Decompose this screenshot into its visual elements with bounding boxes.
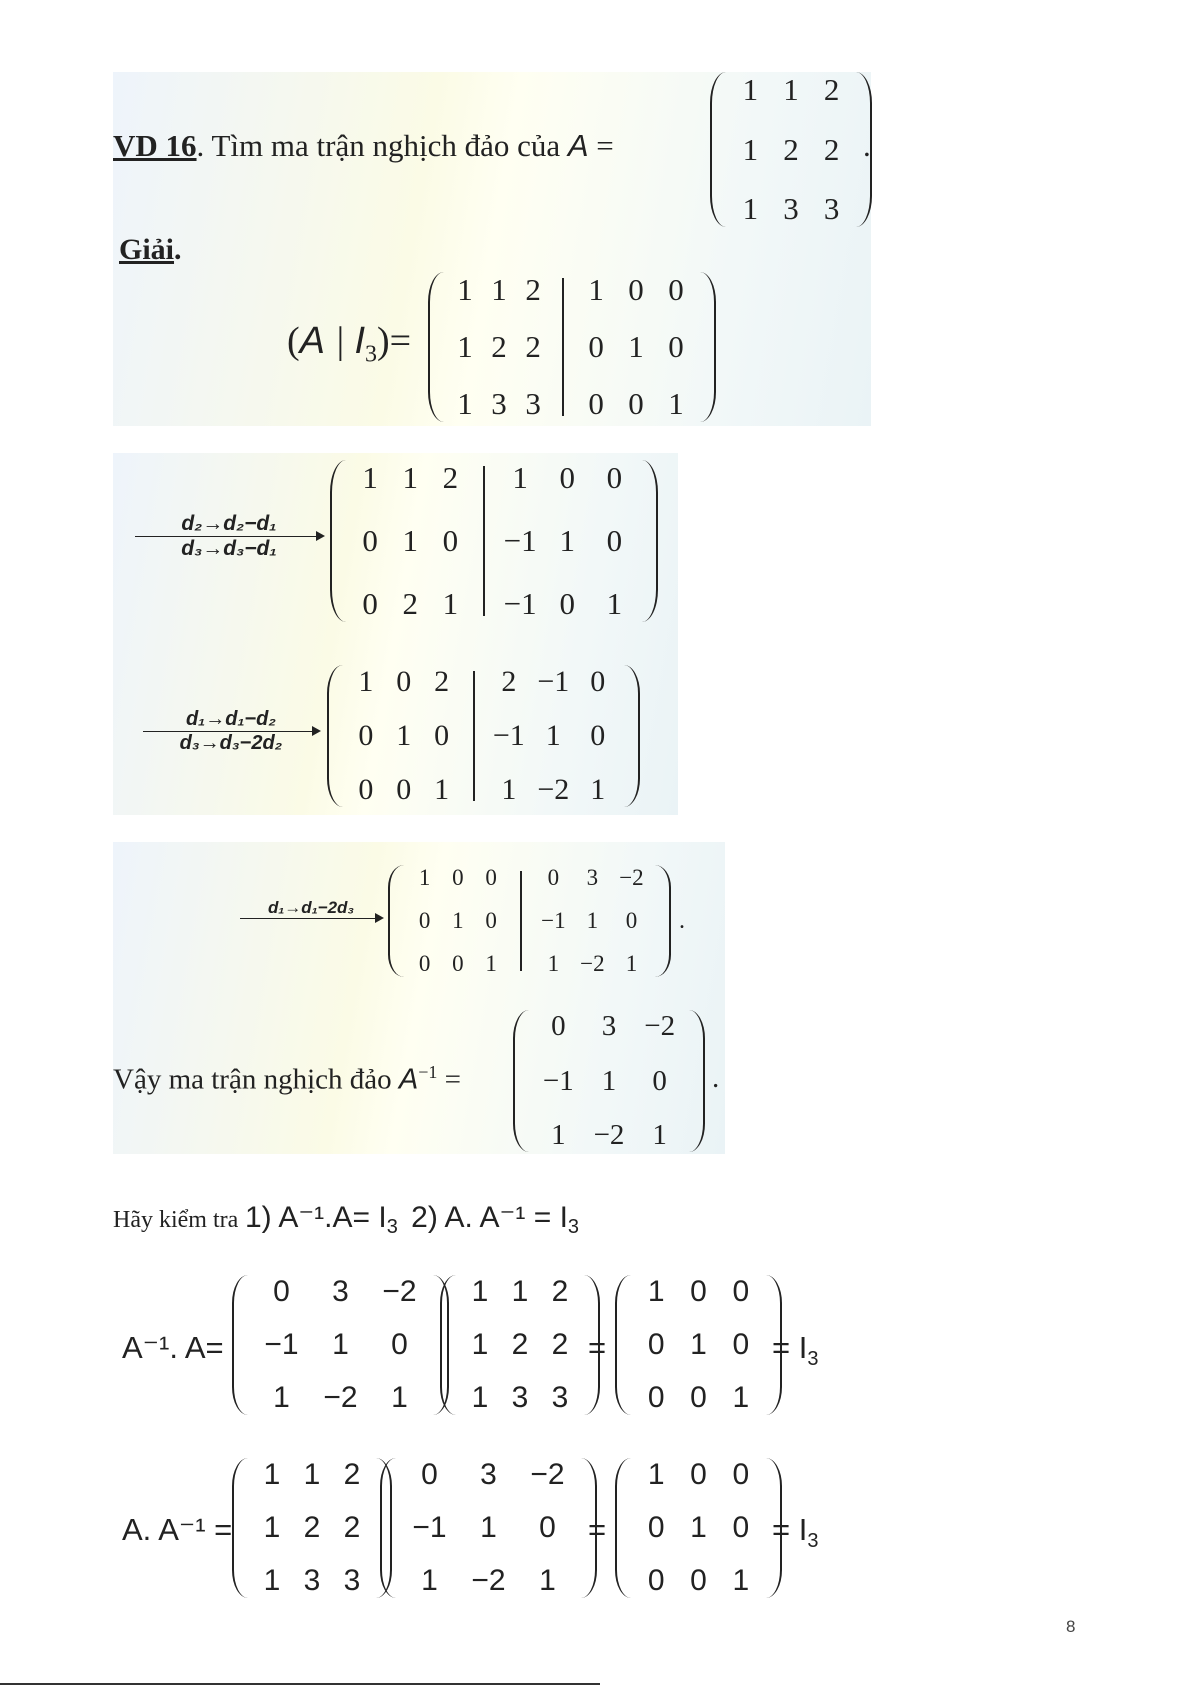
solution-label	[119, 233, 182, 267]
matrix-right-block	[530, 865, 655, 977]
left-paren	[380, 1458, 396, 1598]
matrix-cell: 0	[588, 329, 604, 364]
matrix-cell: 1	[263, 1458, 281, 1491]
matrix-cell: −2	[644, 1010, 676, 1042]
matrix-cell: 0	[647, 1328, 665, 1361]
verify2-m2	[380, 1458, 597, 1598]
matrix-entries	[396, 1458, 581, 1598]
check-item1: 1) A⁻¹.A= I	[244, 1201, 387, 1234]
matrix-cell: 0	[396, 773, 412, 806]
matrix-cell: 3	[551, 1381, 569, 1414]
matrix-entries	[248, 1458, 376, 1598]
matrix-cell: 3	[480, 1458, 497, 1491]
matrix-cell: 1	[742, 131, 759, 167]
matrix-cell: 0	[732, 1275, 750, 1308]
matrix-cell: 1	[263, 1511, 281, 1544]
matrix-cell: 2	[434, 665, 450, 698]
matrix-cell: 1	[551, 1119, 566, 1151]
matrix-left-block	[343, 665, 465, 807]
matrix-cell: 0	[421, 1458, 438, 1491]
matrix-cell: 2	[442, 460, 459, 495]
matrix-cell: 0	[652, 1064, 667, 1097]
check-item1-sub: 3	[386, 1215, 398, 1238]
matrix-cell: 0	[559, 460, 575, 495]
matrix-cell: −2	[593, 1119, 625, 1151]
matrix-cell: 1	[501, 773, 517, 806]
matrix-cell: 1	[628, 329, 644, 364]
matrix-cell: 1	[511, 1275, 529, 1308]
matrix-cell: 0	[452, 865, 464, 890]
matrix-cell: −1	[264, 1328, 299, 1361]
matrix-right-block	[572, 272, 700, 422]
step1-op2: d₃→d₃−d₁	[181, 537, 277, 560]
augmented-sub: 3	[365, 341, 378, 368]
conclusion-label: Vậy ma trận nghịch đảo	[113, 1063, 392, 1096]
verify1-result-text: = I	[772, 1330, 808, 1365]
step1-op1: d₂→d₂−d₁	[181, 512, 277, 535]
check-item2: 2) A. A⁻¹ = I	[411, 1201, 568, 1234]
verify1-m2	[440, 1275, 600, 1415]
matrix-entries	[248, 1275, 433, 1415]
matrix-cell: −2	[530, 1458, 565, 1491]
left-paren	[232, 1275, 248, 1415]
matrix-right-block	[493, 460, 642, 622]
augmented-matrix	[428, 272, 716, 422]
matrix-cell: 3	[586, 865, 599, 890]
matrix-cell: −2	[323, 1381, 358, 1414]
matrix-entries	[456, 1275, 584, 1415]
matrix-cell: 0	[590, 665, 606, 698]
row-op-step3	[240, 898, 382, 919]
matrix-cell: 0	[358, 719, 374, 752]
matrix-cell: 3	[491, 386, 507, 421]
matrix-cell: 1	[362, 460, 378, 495]
matrix-cell: 0	[442, 523, 459, 558]
solution-label-text: Giải	[119, 233, 175, 266]
matrix-cell: 1	[690, 1328, 707, 1361]
left-paren	[327, 665, 343, 807]
inverse-matrix	[513, 1010, 705, 1152]
matrix-cell: 1	[457, 386, 473, 421]
matrix-cell: 0	[606, 460, 623, 495]
matrix-cell: 3	[823, 191, 840, 226]
matrix-cell: 1	[559, 523, 575, 558]
matrix-entries	[529, 1010, 689, 1152]
matrix-cell: 1	[732, 1381, 750, 1414]
matrix-cell: 0	[418, 951, 431, 976]
conclusion-equals: =	[444, 1063, 461, 1096]
matrix-cell: 0	[559, 586, 575, 621]
matrix-cell: 3	[525, 386, 541, 421]
check-line	[113, 1200, 579, 1239]
matrix-cell: −1	[412, 1511, 447, 1544]
matrix-a	[710, 72, 872, 227]
right-paren	[655, 865, 671, 977]
verify2-m3	[615, 1458, 782, 1598]
matrix-cell: −1	[503, 586, 537, 621]
verify1-result	[772, 1330, 818, 1371]
matrix-cell: 1	[421, 1564, 438, 1597]
solution-dot: .	[174, 233, 182, 266]
augment-bar	[562, 278, 564, 416]
matrix-cell: 0	[485, 908, 497, 933]
matrix-cell: 1	[625, 951, 638, 976]
matrix-cell: 0	[628, 272, 644, 307]
matrix-cell: 0	[396, 665, 412, 698]
matrix-cell: 1	[512, 460, 528, 495]
conclusion-lhs: A	[398, 1063, 419, 1096]
matrix-cell: 2	[525, 329, 541, 364]
matrix-cell: 1	[647, 1275, 665, 1308]
matrix-cell: 2	[551, 1328, 569, 1361]
matrix-cell: 0	[391, 1328, 408, 1361]
matrix-cell: 1	[471, 1275, 489, 1308]
matrix-cell: 0	[539, 1511, 556, 1544]
matrix-cell: 1	[652, 1119, 667, 1151]
matrix-cell: 0	[647, 1381, 665, 1414]
matrix-cell: 1	[452, 908, 464, 933]
matrix-cell: 1	[742, 72, 759, 107]
verify1-eq: =	[588, 1330, 607, 1365]
matrix-cell: −2	[382, 1275, 417, 1308]
problem-label: VD 16	[113, 128, 197, 163]
matrix-cell: 0	[690, 1564, 707, 1597]
matrix-cell: 1	[485, 951, 497, 976]
verify1-m1	[232, 1275, 449, 1415]
conclusion-sup: −1	[418, 1062, 438, 1082]
matrix-cell: 1	[457, 329, 473, 364]
matrix-cell: 1	[601, 1064, 617, 1097]
row-op-step1	[135, 512, 323, 561]
matrix-cell: 1	[402, 523, 418, 558]
step3-end: .	[679, 908, 685, 934]
right-paren	[642, 460, 658, 622]
matrix-cell: 1	[647, 1458, 665, 1491]
problem-text: . Tìm ma trận nghịch đảo của	[196, 128, 561, 163]
verify2-lhs: A. A⁻¹ =	[122, 1512, 233, 1547]
matrix-cell: 0	[590, 719, 606, 752]
matrix-cell: 3	[783, 191, 799, 226]
matrix-cell: −1	[537, 665, 570, 698]
equals-sign: =	[596, 128, 614, 163]
matrix-cell: 3	[343, 1564, 361, 1597]
matrix-cell: 2	[303, 1511, 321, 1544]
left-paren	[428, 272, 444, 422]
matrix-cell: 1	[457, 272, 473, 307]
conclusion-end: .	[712, 1062, 720, 1094]
matrix-name: A	[567, 128, 589, 163]
matrix-cell: 1	[668, 386, 684, 421]
matrix-cell: 0	[668, 329, 684, 364]
augment-bar	[483, 466, 485, 616]
matrix-cell: 0	[625, 908, 638, 933]
right-paren	[624, 665, 640, 807]
matrix-cell: −2	[537, 773, 570, 806]
matrix-cell: −1	[503, 523, 537, 558]
right-paren	[689, 1010, 705, 1152]
right-paren	[700, 272, 716, 422]
verify2-result-sub: 3	[807, 1530, 819, 1553]
matrix-cell: 3	[332, 1275, 349, 1308]
row-op-step2	[143, 708, 319, 755]
problem-statement	[113, 128, 614, 164]
matrix-cell: 0	[434, 719, 450, 752]
augment-bar	[520, 871, 522, 971]
left-paren	[615, 1458, 631, 1598]
matrix-cell: 1	[273, 1381, 290, 1414]
matrix-cell: 1	[471, 1381, 489, 1414]
matrix-left-block	[346, 460, 475, 622]
matrix-cell: 2	[343, 1458, 361, 1491]
matrix-left-block	[404, 865, 512, 977]
matrix-entries	[631, 1458, 766, 1598]
matrix-cell: 1	[434, 773, 450, 806]
matrix-cell: 1	[396, 719, 412, 752]
augment-bar	[473, 671, 475, 801]
augmented-a: A	[299, 320, 326, 362]
matrix-cell: −1	[492, 719, 525, 752]
matrix-cell: 0	[485, 865, 497, 890]
matrix-cell: 0	[732, 1511, 750, 1544]
matrix-cell: 0	[668, 272, 684, 307]
matrix-cell: 1	[471, 1328, 489, 1361]
matrix-cell: −2	[580, 951, 605, 976]
matrix-cell: 0	[690, 1458, 707, 1491]
matrix-cell: 2	[823, 131, 840, 167]
matrix-cell: 0	[362, 586, 378, 621]
step1-matrix	[330, 460, 658, 622]
step3-op1: d₁→d₁−2d₃	[267, 898, 355, 917]
matrix-cell: 1	[391, 1381, 408, 1414]
matrix-cell: 3	[303, 1564, 321, 1597]
matrix-cell: 1	[606, 586, 623, 621]
verify2-m1	[232, 1458, 392, 1598]
matrix-cell: 1	[358, 665, 374, 698]
verify1-m3	[615, 1275, 782, 1415]
left-paren	[440, 1275, 456, 1415]
matrix-cell: 0	[273, 1275, 290, 1308]
matrix-cell: 2	[402, 586, 418, 621]
left-paren	[615, 1275, 631, 1415]
check-item2-sub: 3	[567, 1215, 580, 1238]
matrix-cell: 1	[480, 1511, 497, 1544]
matrix-cell: 2	[511, 1328, 529, 1361]
matrix-cell: 1	[588, 272, 604, 307]
matrix-cell: 1	[732, 1564, 750, 1597]
matrix-cell: 0	[358, 773, 374, 806]
matrix-cell: 1	[545, 719, 561, 752]
matrix-cell: 0	[362, 523, 378, 558]
matrix-cell: 2	[823, 72, 840, 107]
matrix-entries	[631, 1275, 766, 1415]
verify2-result-text: = I	[772, 1512, 808, 1547]
step2-matrix	[327, 665, 640, 807]
verify2-result	[772, 1512, 818, 1553]
left-paren	[388, 865, 404, 977]
matrix-cell: 1	[690, 1511, 707, 1544]
page-number: 8	[1066, 1617, 1076, 1636]
matrix-entries	[726, 72, 856, 227]
matrix-cell: 0	[588, 386, 604, 421]
left-paren	[330, 460, 346, 622]
matrix-cell: 1	[303, 1458, 321, 1491]
augmented-lhs: (A | $I_3)=$	[287, 320, 412, 368]
matrix-cell: 1	[783, 72, 799, 107]
matrix-cell: 0	[606, 523, 623, 558]
matrix-cell: 0	[628, 386, 644, 421]
matrix-left-block	[444, 272, 554, 422]
matrix-cell: 1	[263, 1564, 281, 1597]
matrix-right-block	[483, 665, 624, 807]
matrix-cell: 1	[491, 272, 507, 307]
matrix-cell: 1	[742, 191, 759, 226]
verify1-lhs: A⁻¹. A=	[122, 1330, 224, 1365]
left-paren	[513, 1010, 529, 1152]
matrix-cell: 1	[586, 908, 599, 933]
matrix-cell: −1	[542, 1064, 574, 1097]
matrix-cell: 0	[452, 951, 464, 976]
matrix-cell: 1	[402, 460, 418, 495]
matrix-cell: 2	[343, 1511, 361, 1544]
matrix-cell: 1	[442, 586, 459, 621]
matrix-cell: 0	[732, 1458, 750, 1491]
matrix-cell: 2	[551, 1275, 569, 1308]
conclusion-text	[113, 1062, 461, 1097]
verify1-result-sub: 3	[807, 1348, 819, 1371]
matrix-cell: −2	[471, 1564, 506, 1597]
matrix-cell: 0	[690, 1275, 707, 1308]
matrix-cell: 0	[418, 908, 431, 933]
left-paren	[710, 72, 726, 227]
problem-end: .	[863, 128, 871, 163]
matrix-cell: 3	[511, 1381, 529, 1414]
matrix-cell: 2	[525, 272, 541, 307]
verify2-eq: =	[588, 1512, 607, 1547]
matrix-cell: 1	[547, 951, 560, 976]
matrix-cell: 2	[501, 665, 517, 698]
matrix-cell: 0	[732, 1328, 750, 1361]
matrix-cell: −2	[619, 865, 644, 890]
step2-op2: d₃→d₃−2d₂	[179, 732, 283, 754]
matrix-cell: 1	[418, 865, 431, 890]
matrix-cell: 0	[690, 1381, 707, 1414]
matrix-cell: 0	[551, 1010, 566, 1042]
step2-op1: d₁→d₁−d₂	[185, 708, 277, 730]
matrix-cell: 1	[332, 1328, 349, 1361]
matrix-cell: 0	[547, 865, 560, 890]
matrix-cell: −1	[541, 908, 566, 933]
matrix-cell: 2	[491, 329, 507, 364]
augmented-i: I	[354, 320, 366, 362]
matrix-cell: 0	[647, 1564, 665, 1597]
matrix-cell: 1	[539, 1564, 556, 1597]
check-prefix: Hãy kiểm tra	[113, 1207, 239, 1233]
step3-matrix	[388, 865, 671, 977]
matrix-cell: 3	[601, 1010, 617, 1042]
matrix-cell: 0	[647, 1511, 665, 1544]
matrix-cell: 1	[590, 773, 606, 806]
matrix-cell: 2	[783, 131, 799, 167]
left-paren	[232, 1458, 248, 1598]
